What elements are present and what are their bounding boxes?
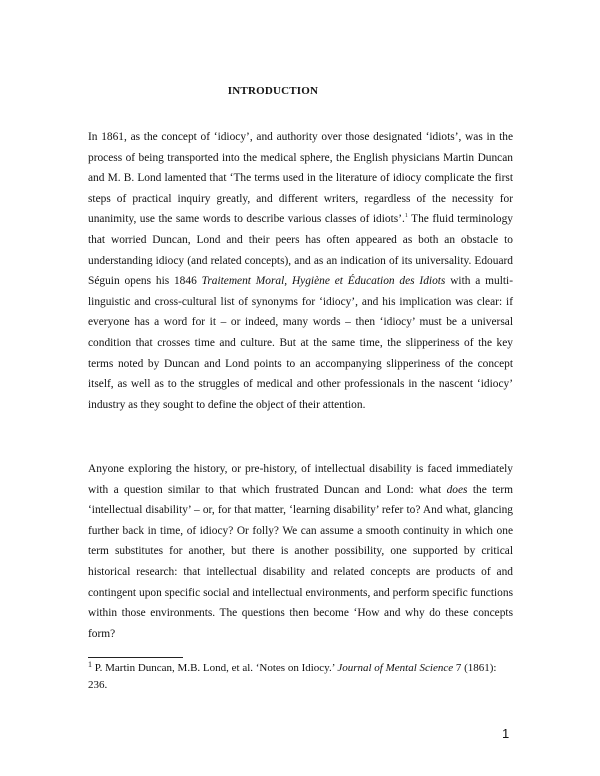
emphasis-word: does [446,483,468,496]
body-paragraph-1 [88,127,513,415]
footnote-reference[interactable]: 1 [404,213,408,220]
paragraph-1-text-c: with a multi-linguistic and cross-cultural list of synonyms for ‘idiocy’, and his implication was clear: if everyone has a word for it – or indeed, many words – then ‘idiocy’ must be a universal condition that crosses time and culture. But at the same time, the slipperiness of the key terms noted by Duncan and Lond points to an accompanying slipperiness of the concept itself, as well as to the struggles of medical and other professionals in the nascent ‘idiocy’ industry as they sought to define the object of their attention. [88,275,514,411]
book-title: Traitement Moral, Hygiène et Éducation des Idiots [201,275,446,288]
footnote-divider [88,657,183,658]
footnote-text-b: 7 (1861): 236. [88,662,497,691]
paragraph-2-text-b: the term ‘intellectual disability’ – or, for that matter, ‘learning disability’ refer to? And what, glancing further back in time, of idiocy? Or folly? We can assume a smooth continuity in which one term substitutes for another, but there is another possibility, one supported by critical historical research: that intellectual disability and related concepts are products of and contingent upon specific social and intellectual environments, and perform specific functions within those environments. The questions then become ‘How and why do these concepts form? [88,483,513,640]
page-number: 1 [502,726,510,741]
paragraph-2-text-a: Anyone exploring the history, or pre-history, of intellectual disability is faced immediately with a question similar to that which frustrated Duncan and Lond: what [88,463,513,496]
paragraph-1-text-b: The fluid terminology that worried Duncan, Lond and their peers has often appeared as both an obstacle to understanding idiocy (and related concepts), and as an indication of its universality. Edouard Séguin opens his 1846 [88,213,513,288]
journal-title: Journal of Mental Science [337,662,454,674]
paragraph-1-text-a: In 1861, as the concept of ‘idiocy’, and authority over those designated ‘idiots’, was in the process of being transported into the medical sphere, the English physicians Martin Duncan and M. B. Lond lamented that ‘The terms used in the literature of idiocy complicate the first steps of practical inquiry greatly, and different writers, regardless of the necessity for unanimity, use the same words to describe various classes of idiots’. [88,131,513,226]
footnote [88,660,513,694]
footnote-text-a: P. Martin Duncan, M.B. Lond, et al. ‘Notes on Idiocy.’ [92,662,338,674]
section-heading: INTRODUCTION [227,85,319,97]
footnote-marker: 1 [88,660,92,669]
body-paragraph-2 [88,459,513,644]
